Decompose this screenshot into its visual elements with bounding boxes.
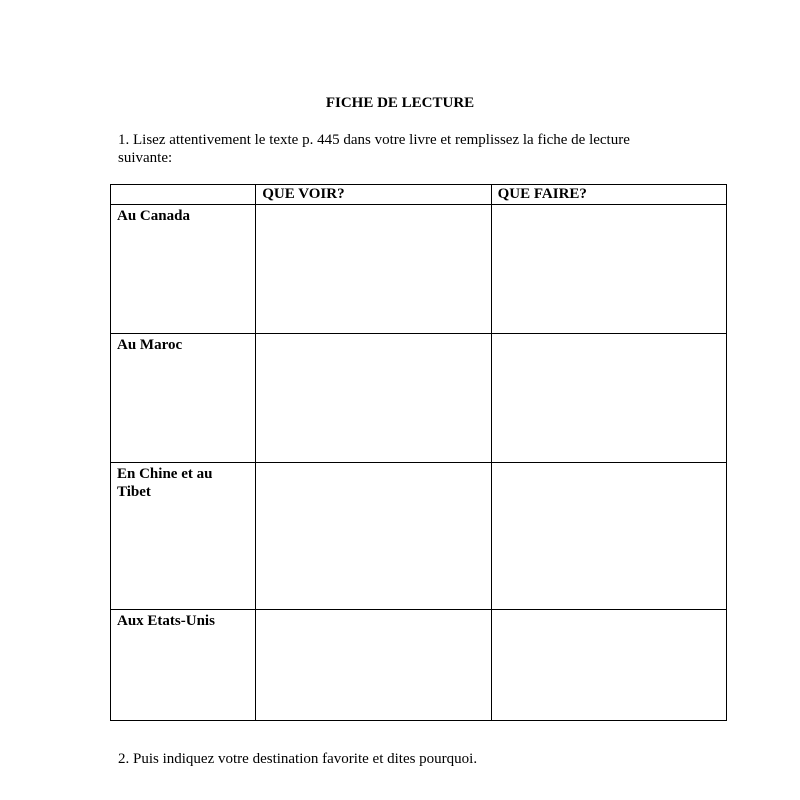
cell-chine-que-faire (491, 463, 726, 610)
page-title: FICHE DE LECTURE (325, 95, 475, 111)
instruction-text: 1. Lisez attentivement le texte p. 445 dans votre livre et remplissez la fiche de lecture suivante: (118, 132, 630, 166)
header-que-faire: QUE FAIRE? (491, 185, 726, 205)
table-row (111, 205, 727, 334)
table-row (111, 334, 727, 463)
reading-table (110, 184, 727, 721)
table-row (111, 463, 727, 610)
cell-usa-que-faire (491, 610, 726, 721)
row-label-canada: Au Canada (111, 205, 256, 334)
row-label-maroc: Au Maroc (111, 334, 256, 463)
header-empty-cell (111, 185, 256, 205)
header-que-voir: QUE VOIR? (256, 185, 491, 205)
cell-chine-que-voir (256, 463, 491, 610)
cell-maroc-que-voir (256, 334, 491, 463)
cell-maroc-que-faire (491, 334, 726, 463)
cell-canada-que-voir (256, 205, 491, 334)
table-header-row (111, 185, 727, 205)
question-2-text: 2. Puis indiquez votre destination favorite et dites pourquoi. (118, 751, 478, 767)
table-row (111, 610, 727, 721)
cell-usa-que-voir (256, 610, 491, 721)
row-label-chine-tibet: En Chine et au Tibet (111, 463, 256, 610)
row-label-etats-unis: Aux Etats-Unis (111, 610, 256, 721)
cell-canada-que-faire (491, 205, 726, 334)
